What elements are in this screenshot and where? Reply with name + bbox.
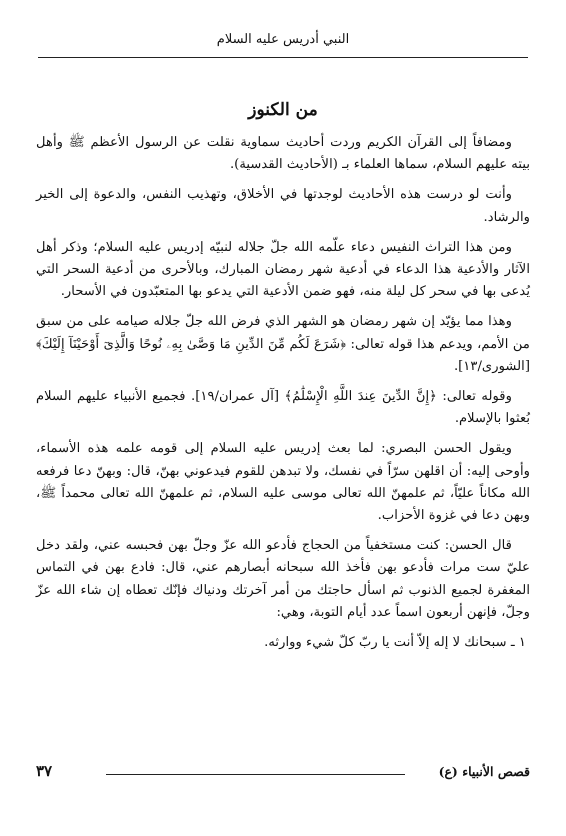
paragraph: قال الحسن: كنت مستخفياً من الحجاج فأدعو الله عزّ وجلّ بهن فحبسه عني، ولقد دخل عليّ ست مرات فأدعو بهن فأخذ الله سبحانه أبصارهم عني، قال: فادع بهن في التماس المغفرة لجميع الذنوب ثم اسأل حاجتك من أمر آخرتك ودنياك فإنّك تعطاه إن شاء الله عزّ وجلّ، فإنهن أربعون اسماً عدد أيام التوبة، وهي: [36, 538, 530, 620]
body-text [36, 132, 530, 662]
footer-book-title: قصص الأنبياء (ع) [438, 764, 530, 779]
paragraph: وأنت لو درست هذه الأحاديث لوجدتها في الأخلاق، وتهذيب النفس، والدعوة إلى الخير والرشاد. [36, 187, 530, 225]
paragraph: ويقول الحسن البصري: لما بعث إدريس عليه السلام إلى قومه علمه هذه الأسماء، وأوحى إليه: أن اقلهن سرّاً في نفسك، ولا تبدهن للقوم فيدعوني بهنّ، قال: وبهنّ دعا فرفعه الله مكاناً عليّاً، ثم علمهنّ الله تعالى موسى عليه السلام، ثم علمهنّ الله تعالى محمداً ﷺ، وبهن دعا في غزوة الأحزاب. [36, 441, 530, 524]
paragraph: وهذا مما يؤيّد إن شهر رمضان هو الشهر الذي فرض الله جلّ جلاله صيامه على من سبق من الأمم، ويدعم هذا قوله تعالى: ﴿شَرَعَ لَكُم مِّنَ الدِّينِ مَا وَصَّىٰ بِهِۦ نُوحًا وَالَّذِىٓ أَوْحَيْنَآ إِلَيْكَ﴾ [الشورى/١٣]. [36, 314, 530, 374]
paragraph: وقوله تعالى: ﴿إِنَّ الدِّينَ عِندَ اللَّهِ الْإِسْلَٰمُ﴾ [آل عمران/١٩]. فجميع الأنبياء عليهم السلام بُعثوا بالإسلام. [36, 389, 530, 427]
footer-rule [106, 774, 405, 775]
page-number: ٣٧ [36, 762, 53, 780]
paragraph: ومضافاً إلى القرآن الكريم وردت أحاديث سماوية نقلت عن الرسول الأعظم ﷺ وأهل بيته عليهم السلام، سماها العلماء بـ (الأحاديث القدسية). [36, 135, 530, 173]
header-divider [38, 57, 528, 58]
paragraph: ومن هذا التراث النفيس دعاء علّمه الله جلّ جلاله لنبيّه إدريس عليه السلام؛ وذكر أهل الآثار والأدعية هذا الدعاء في أدعية شهر رمضان المبارك، وبالأحرى من أدعية السحر التي يُدعى بها في سحر كل ليلة منه، فهو ضمن الأدعية التي يدعو بها المتعبّدون في الأسحار. [36, 239, 530, 300]
page-footer [36, 764, 530, 784]
list-item: ١ ـ سبحانك لا إله إلاّ أنت يا ربّ كلّ شيء ووارثه. [264, 635, 526, 651]
running-header: النبي أدريس عليه السلام [216, 32, 350, 47]
section-title: من الكنوز [248, 100, 318, 120]
